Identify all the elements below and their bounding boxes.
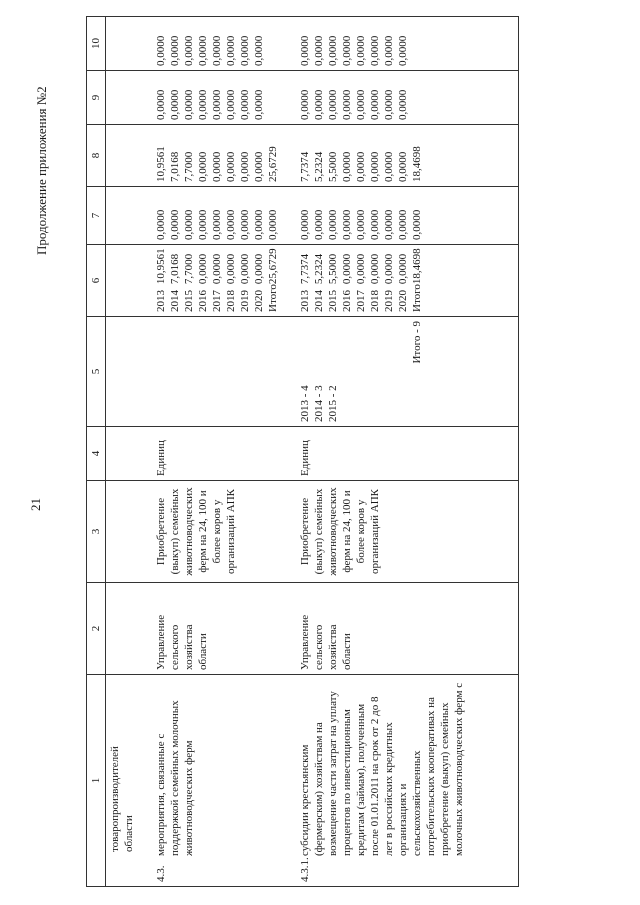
column-number-row [87, 17, 106, 887]
executor: Управление сельского хозяйства области [292, 583, 519, 675]
indicator: Приобретение (выкуп) семейных животноводческих ферм на 24, 100 и более коров у организаций АПК [148, 481, 292, 583]
col7-values: 0,0000 0,0000 0,0000 0,0000 0,0000 0,0000 0,0000 0,0000 0,0000 [299, 209, 423, 240]
col-header-10: 10 [87, 17, 106, 71]
targets [148, 317, 292, 427]
col9-values: 0,0000 0,0000 0,0000 0,0000 0,0000 0,0000 0,0000 0,0000 [155, 89, 265, 120]
col8-values: 10,9561 7,0168 7,7000 0,0000 0,0000 0,0000 0,0000 0,0000 25,6729 [155, 146, 279, 182]
program-table [86, 16, 519, 887]
appendix-title: Продолжение приложения №2 [34, 86, 49, 255]
col-header-3: 3 [87, 481, 106, 583]
col-header-9: 9 [87, 71, 106, 125]
col-header-5: 5 [87, 317, 106, 427]
col6-values: 10,9561 7,0168 7,7000 0,0000 0,0000 0,0000 0,0000 0,0000 25,6729 [155, 248, 279, 285]
col10-values: 0,0000 0,0000 0,0000 0,0000 0,0000 0,0000 0,0000 0,0000 [155, 35, 265, 66]
row-name: мероприятия, связанные с поддержкой семейных молочных животноводческих ферм [155, 700, 195, 856]
col8-values: 7,7374 5,2324 5,5000 0,0000 0,0000 0,0000 0,0000 0,0000 18,4698 [299, 146, 423, 182]
col9-values: 0,0000 0,0000 0,0000 0,0000 0,0000 0,0000 0,0000 0,0000 [299, 89, 409, 120]
col-header-2: 2 [87, 583, 106, 675]
row-code: 4.3. [155, 865, 167, 882]
table-row-4-3 [148, 17, 292, 887]
col-header-8: 8 [87, 125, 106, 187]
executor: Управление сельского хозяйства области [148, 583, 292, 675]
col-header-7: 7 [87, 187, 106, 245]
col10-values: 0,0000 0,0000 0,0000 0,0000 0,0000 0,0000 0,0000 0,0000 [299, 35, 409, 66]
col7-values: 0,0000 0,0000 0,0000 0,0000 0,0000 0,0000 0,0000 0,0000 0,0000 [155, 209, 279, 240]
col-header-4: 4 [87, 427, 106, 481]
row-name: субсидии крестьянским (фермерским) хозяйствам на возмещение части затрат на уплату процентов по инвестиционным кредитам (займам), полученным после 01.01.2011 на срок от 2 до 8 лет в российских кредитных организациях и сельскохозяйственных потребительских кооперативах на приобретение (выкуп) семейных молочных животноводческих ферм с [299, 682, 465, 856]
targets-list: 2013 - 4 2014 - 3 2015 - 2 [299, 385, 339, 422]
row-code: 4.3.1. [299, 857, 311, 882]
table-row-4-3-1 [292, 17, 519, 887]
indicator: Приобретение (выкуп) семейных животноводческих ферм на 24, 100 и более коров у организаций АПК [292, 481, 519, 583]
years-list: 2013 2014 2015 2016 2017 2018 2019 2020 Итого [155, 284, 279, 312]
years-list: 2013 2014 2015 2016 2017 2018 2019 2020 Итого [299, 284, 423, 312]
unit: Единиц [148, 427, 292, 481]
continuation-text: товаропроизводителей области [109, 746, 135, 852]
unit: Единиц [292, 427, 519, 481]
col6-values: 7,7374 5,2324 5,5000 0,0000 0,0000 0,0000 0,0000 0,0000 18,4698 [299, 248, 423, 285]
target-total: Итого - 9 [411, 321, 423, 364]
page-number: 21 [28, 498, 43, 511]
col-header-6: 6 [87, 245, 106, 317]
col-header-1: 1 [87, 675, 106, 887]
continuation-row [106, 17, 149, 887]
